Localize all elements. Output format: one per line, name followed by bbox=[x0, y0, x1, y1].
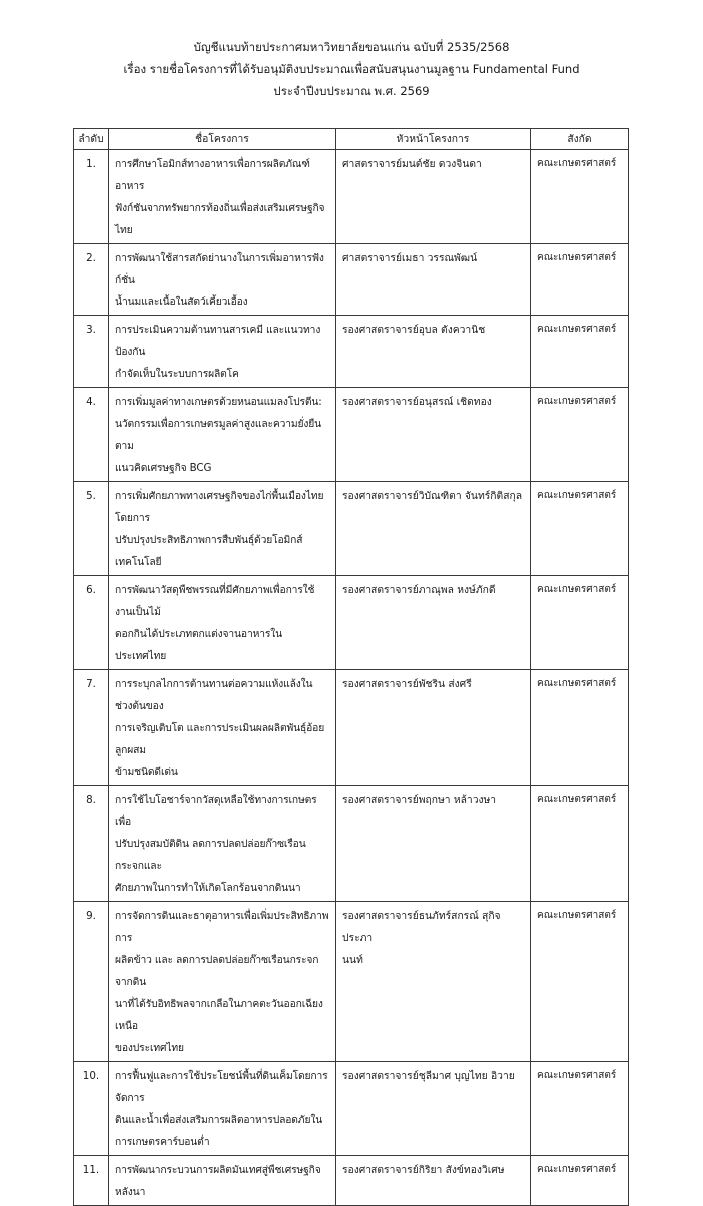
project-title-line: การเจริญเติบโต และการประเมินผลผลิตพันธุ์อ้อยลูกผสม bbox=[115, 722, 325, 756]
row-number: 1. bbox=[74, 150, 109, 244]
department-cell: คณะเกษตรศาสตร์ bbox=[531, 1156, 629, 1206]
project-title-line: ดอกกินได้ประเภทตกแต่งจานอาหารในประเทศไทย bbox=[115, 628, 282, 662]
table-row bbox=[74, 1062, 629, 1156]
project-lead-line: รองศาสตราจารย์พัชริน ส่งศรี bbox=[342, 678, 472, 690]
row-number: 10. bbox=[74, 1062, 109, 1156]
table-row bbox=[74, 150, 629, 244]
table-row bbox=[74, 576, 629, 670]
project-lead-cell bbox=[336, 1062, 531, 1156]
department-cell: คณะเกษตรศาสตร์ bbox=[531, 786, 629, 902]
table-row bbox=[74, 388, 629, 482]
header-line-1: บัญชีแนบท้ายประกาศมหาวิทยาลัยขอนแก่น ฉบับที่ 2535/2568 bbox=[193, 40, 510, 54]
project-title-cell bbox=[109, 576, 336, 670]
department-cell: คณะเกษตรศาสตร์ bbox=[531, 388, 629, 482]
project-title-line: การเพิ่มศักยภาพทางเศรษฐกิจของไก่พื้นเมืองไทยโดยการ bbox=[115, 490, 324, 524]
table-row bbox=[74, 1156, 629, 1206]
department-cell: คณะเกษตรศาสตร์ bbox=[531, 244, 629, 316]
project-title-cell bbox=[109, 670, 336, 786]
department-cell: คณะเกษตรศาสตร์ bbox=[531, 576, 629, 670]
project-title-line: ปรับปรุงสมบัติดิน ลดการปลดปล่อยก๊าซเรือนกระจกและ bbox=[115, 838, 306, 872]
row-number: 6. bbox=[74, 576, 109, 670]
department-cell: คณะเกษตรศาสตร์ bbox=[531, 1062, 629, 1156]
department-cell: คณะเกษตรศาสตร์ bbox=[531, 482, 629, 576]
project-lead-line: รองศาสตราจารย์ชุลีมาศ บุญไทย อิวาย bbox=[342, 1070, 515, 1082]
table-row bbox=[74, 482, 629, 576]
project-title-cell bbox=[109, 482, 336, 576]
column-header-dept: สังกัด bbox=[531, 129, 629, 150]
project-title-line: ปรับปรุงประสิทธิภาพการสืบพันธุ์ด้วยโอมิกส์เทคโนโลยี bbox=[115, 534, 303, 568]
column-header-no: ลำดับ bbox=[74, 129, 109, 150]
project-lead-line: ศาสตราจารย์มนต์ชัย ดวงจินดา bbox=[342, 158, 482, 170]
row-number: 8. bbox=[74, 786, 109, 902]
project-lead-line: รองศาสตราจารย์ธนภัทร์สกรณ์ สุกิจประภา bbox=[342, 910, 501, 944]
project-title-line: ศักยภาพในการทำให้เกิดโลกร้อนจากดินนา bbox=[115, 882, 301, 894]
header-line-3: ประจำปีงบประมาณ พ.ศ. 2569 bbox=[273, 84, 430, 98]
department-cell: คณะเกษตรศาสตร์ bbox=[531, 316, 629, 388]
table-body bbox=[74, 150, 629, 1206]
table-row bbox=[74, 316, 629, 388]
project-lead-line: ศาสตราจารย์เมธา วรรณพัฒน์ bbox=[342, 252, 478, 264]
project-title-cell bbox=[109, 1062, 336, 1156]
project-title-line: การเพิ่มมูลค่าทางเกษตรด้วยหนอนแมลงโปรตีน: bbox=[115, 396, 322, 408]
project-lead-cell bbox=[336, 482, 531, 576]
project-lead-line: รองศาสตราจารย์พฤกษา หล้าวงษา bbox=[342, 794, 497, 806]
project-title-line: ดินและน้ำเพื่อส่งเสริมการผลิตอาหารปลอดภัยใน bbox=[115, 1114, 323, 1126]
project-lead-line: รองศาสตราจารย์อุบล ตังควานิช bbox=[342, 324, 486, 336]
project-title-line: แนวคิดเศรษฐกิจ BCG bbox=[115, 462, 212, 474]
project-lead-cell bbox=[336, 576, 531, 670]
table-row bbox=[74, 786, 629, 902]
project-lead-cell bbox=[336, 388, 531, 482]
row-number: 5. bbox=[74, 482, 109, 576]
project-lead-cell bbox=[336, 902, 531, 1062]
row-number: 2. bbox=[74, 244, 109, 316]
table-row bbox=[74, 670, 629, 786]
project-title-cell bbox=[109, 902, 336, 1062]
row-number: 9. bbox=[74, 902, 109, 1062]
project-lead-line: นนท์ bbox=[342, 954, 363, 966]
project-title-cell bbox=[109, 786, 336, 902]
project-lead-line: รองศาสตราจารย์ภาณุพล หงษ์ภักดี bbox=[342, 584, 496, 596]
project-title-line: การใช้ไบโอชาร์จากวัสดุเหลือใช้ทางการเกษตรเพื่อ bbox=[115, 794, 317, 828]
row-number: 11. bbox=[74, 1156, 109, 1206]
row-number: 3. bbox=[74, 316, 109, 388]
project-title-line: นาที่ได้รับอิทธิพลจากเกลือในภาคตะวันออกเฉียงเหนือ bbox=[115, 998, 323, 1032]
project-title-line: นวัตกรรมเพื่อการเกษตรมูลค่าสูงและความยั่งยืนตาม bbox=[115, 418, 322, 452]
project-lead-cell bbox=[336, 1156, 531, 1206]
project-title-line: ข้ามชนิดดีเด่น bbox=[115, 766, 178, 778]
table-row bbox=[74, 902, 629, 1062]
department-cell: คณะเกษตรศาสตร์ bbox=[531, 670, 629, 786]
row-number: 4. bbox=[74, 388, 109, 482]
project-title-cell bbox=[109, 1156, 336, 1206]
project-title-cell bbox=[109, 316, 336, 388]
project-lead-cell bbox=[336, 670, 531, 786]
project-title-line: ของประเทศไทย bbox=[115, 1042, 184, 1054]
row-number: 7. bbox=[74, 670, 109, 786]
project-lead-cell bbox=[336, 244, 531, 316]
project-title-cell bbox=[109, 150, 336, 244]
header-line-2: เรื่อง รายชื่อโครงการที่ได้รับอนุมัติงบประมาณเพื่อสนับสนุนงานมูลฐาน Fundamental Fund bbox=[123, 62, 580, 76]
project-title-cell bbox=[109, 244, 336, 316]
project-title-line: การฟื้นฟูและการใช้ประโยชน์พื้นที่ดินเค็มโดยการจัดการ bbox=[115, 1070, 328, 1104]
project-title-line: น้ำนมและเนื้อในสัตว์เคี้ยวเอื้อง bbox=[115, 296, 248, 308]
project-title-line: การพัฒนาใช้สารสกัดย่านางในการเพิ่มอาหารฟังก์ชั่น bbox=[115, 252, 324, 286]
project-title-line: การพัฒนาวัสดุพืชพรรณที่มีศักยภาพเพื่อการใช้งานเป็นไม้ bbox=[115, 584, 315, 618]
project-title-line: การจัดการดินและธาตุอาหารเพื่อเพิ่มประสิทธิภาพการ bbox=[115, 910, 329, 944]
project-table bbox=[73, 128, 629, 1206]
column-header-title: ชื่อโครงการ bbox=[109, 129, 336, 150]
table-row bbox=[74, 244, 629, 316]
project-title-cell bbox=[109, 388, 336, 482]
project-title-line: กำจัดเห็บในระบบการผลิตโค bbox=[115, 368, 239, 380]
project-title-line: การศึกษาโอมิกส์ทางอาหารเพื่อการผลิตภัณฑ์อาหาร bbox=[115, 158, 310, 192]
project-lead-line: รองศาสตราจารย์อนุสรณ์ เชิดทอง bbox=[342, 396, 492, 408]
project-lead-cell bbox=[336, 786, 531, 902]
project-title-line: การพัฒนากระบวนการผลิตมันเทศสู่พืชเศรษฐกิจหลังนา bbox=[115, 1164, 321, 1198]
project-title-line: ผลิตข้าว และ ลดการปลดปล่อยก๊าซเรือนกระจกจากดิน bbox=[115, 954, 319, 988]
document-header bbox=[0, 36, 703, 102]
project-title-line: ฟังก์ชันจากทรัพยากรท้องถิ่นเพื่อส่งเสริมเศรษฐกิจไทย bbox=[115, 202, 325, 236]
project-title-line: การประเมินความต้านทานสารเคมี และแนวทางป้องกัน bbox=[115, 324, 321, 358]
project-lead-cell bbox=[336, 150, 531, 244]
project-lead-cell bbox=[336, 316, 531, 388]
table-header-row bbox=[74, 129, 629, 150]
project-title-line: การเกษตรคาร์บอนต่ำ bbox=[115, 1136, 210, 1148]
department-cell: คณะเกษตรศาสตร์ bbox=[531, 902, 629, 1062]
column-header-lead: หัวหน้าโครงการ bbox=[336, 129, 531, 150]
project-lead-line: รองศาสตราจารย์กิริยา สังข์ทองวิเศษ bbox=[342, 1164, 505, 1176]
department-cell: คณะเกษตรศาสตร์ bbox=[531, 150, 629, 244]
project-title-line: การระบุกลไกการต้านทานต่อความแห้งแล้งในช่วงต้นของ bbox=[115, 678, 313, 712]
project-lead-line: รองศาสตราจารย์วิบัณฑิตา จันทร์กิติสกุล bbox=[342, 490, 523, 502]
